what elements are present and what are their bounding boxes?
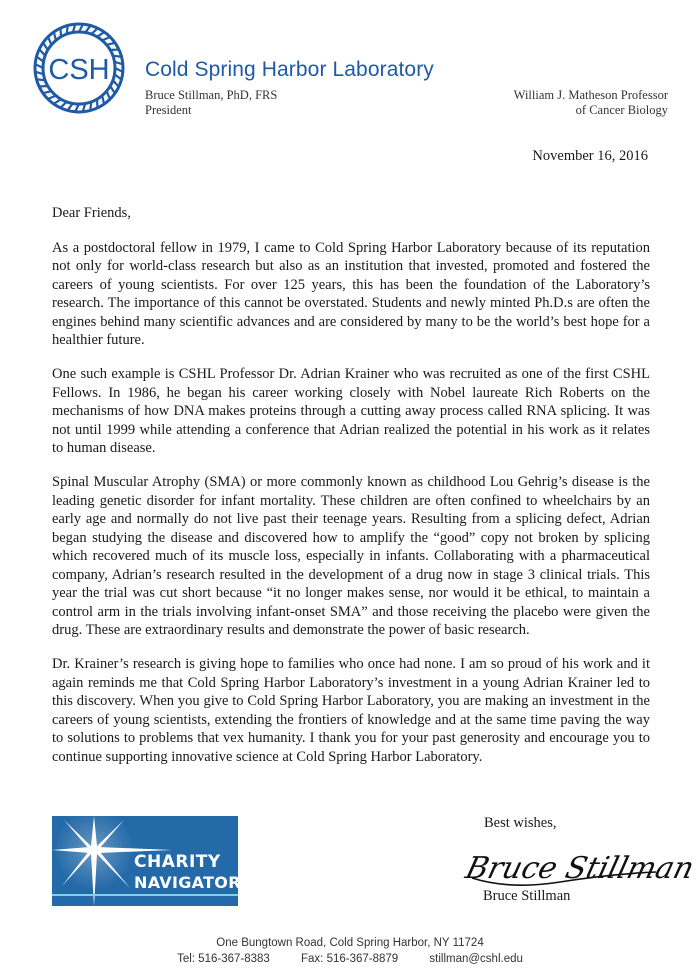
letter-date: November 16, 2016: [532, 148, 648, 164]
footer-email[interactable]: stillman@cshl.edu: [429, 953, 523, 965]
professorship-line2: of Cancer Biology: [575, 103, 668, 117]
letter-body: [52, 204, 650, 782]
logo-rung: [97, 32, 104, 37]
organization-name: Cold Spring Harbor Laboratory: [145, 58, 434, 81]
logo-rung: [90, 102, 91, 111]
logo-rung: [107, 43, 116, 45]
logo-rung: [60, 102, 66, 108]
logo-rung: [85, 26, 90, 33]
salutation: Dear Friends,: [52, 205, 131, 221]
president-block: [145, 88, 277, 118]
logo-rung: [48, 96, 56, 99]
logo-rung: [43, 91, 52, 93]
logo-rung: [43, 43, 48, 50]
logo-rung: [36, 79, 45, 80]
signature: [462, 838, 698, 894]
logo-rung: [113, 56, 122, 57]
logo-rung: [48, 37, 51, 45]
handwritten-signature-icon: [462, 838, 698, 894]
logo-rung: [37, 56, 44, 61]
footer-fax: Fax: 516-367-8879: [301, 953, 399, 965]
logo-rung: [110, 86, 115, 93]
logo-rung: [54, 32, 56, 41]
signer-name: Bruce Stillman: [483, 888, 571, 904]
president-title: President: [145, 103, 192, 117]
professorship-line1: William J. Matheson Professor: [513, 88, 668, 102]
charity-navigator-badge: [52, 816, 241, 906]
logo-rung: [114, 74, 121, 79]
charity-line1: CHARITY: [134, 852, 221, 872]
dna-ring-icon: [27, 16, 131, 120]
paragraph-3: Spinal Muscular Atrophy (SMA) or more commonly known as childhood Lou Gehrig’s disease is the leading genetic disorder for infant mortality. These children are often confined to wheelchairs by an early age and normally do not live past their teenage years. Resulting from a splicing defect, Adrian began studying the disease and discovered how to amplify the “good” copy not broken by splicing which recovered much of its muscle loss, especially in infants. Collaborating with a pharmaceutical company, Adrian’s research resulted in the development of a drug now in stage 3 clinical trials. This year the trial was cut short because “it no longer makes sense, nor would it be ethical, to maintain a control arm in the trials involving infant-onset SMA” and those receiving the placebo were given the drug. These are extraordinary results and demonstrate the power of basic research.: [52, 474, 650, 638]
logo-rung: [67, 103, 72, 110]
logo-rung: [102, 96, 104, 105]
logo-rung: [113, 80, 119, 86]
charity-line2: NAVIGATOR: [134, 873, 241, 892]
logo-rung: [39, 49, 45, 55]
paragraph-4: Dr. Krainer’s research is giving hope to families who once had none. I am so proud of his work and it again reminds me that Cold Spring Harbor Laboratory’s investment in a young Adrian Krainer led to this discovery. When you give to Cold Spring Harbor Laboratory, you are making an investment in the careers of young scientists, extending the frontiers of knowledge and at the same time paving the way to solutions to problems that vex humanity. I thank you for your past generosity and encourage you to continue supporting innovative science at Cold Spring Harbor Laboratory.: [52, 656, 650, 765]
paragraph-1: As a postdoctoral fellow in 1979, I came to Cold Spring Harbor Laboratory because of its reputation not only for world-class research but also as an institution that invested, promoted and fostered the careers of young scientists. For over 125 years, this has been the foundation of the Laboratory’s research. The importance of this cannot be overstated. Students and newly minted Ph.D.s are often the engines behind many scientific advances and are considered by many to be the world’s best hope for a healthier future.: [52, 239, 650, 348]
paragraph-2: One such example is CSHL Professor Dr. Adrian Krainer who was recruited as one of the first CSHL Fellows. In 1986, he began his career working closely with Nobel laureate Rich Roberts on the mechanisms of how DNA makes proteins through a cutting away process called RNA splicing. It was not until 1999 while attending a conference that Adrian realized the potential in his work as it relates to human disease.: [52, 366, 650, 456]
logo-rung: [107, 91, 110, 99]
president-name: Bruce Stillman, PhD, FRS: [145, 88, 278, 102]
logo-rung: [67, 25, 68, 34]
logo-text: CSH: [48, 54, 110, 86]
footer-contacts: [0, 953, 700, 965]
footer-address: One Bungtown Road, Cold Spring Harbor, NY 11724: [216, 937, 484, 949]
logo-rung: [91, 28, 97, 34]
footer-tel: Tel: 516-367-8383: [177, 953, 270, 965]
logo-rung: [54, 99, 61, 104]
professorship-block: [514, 88, 668, 118]
csh-logo: [27, 16, 131, 120]
logo-rung: [102, 37, 110, 40]
closing: Best wishes,: [484, 815, 557, 831]
signature-lettering: Bruce Stillman: [462, 851, 698, 886]
